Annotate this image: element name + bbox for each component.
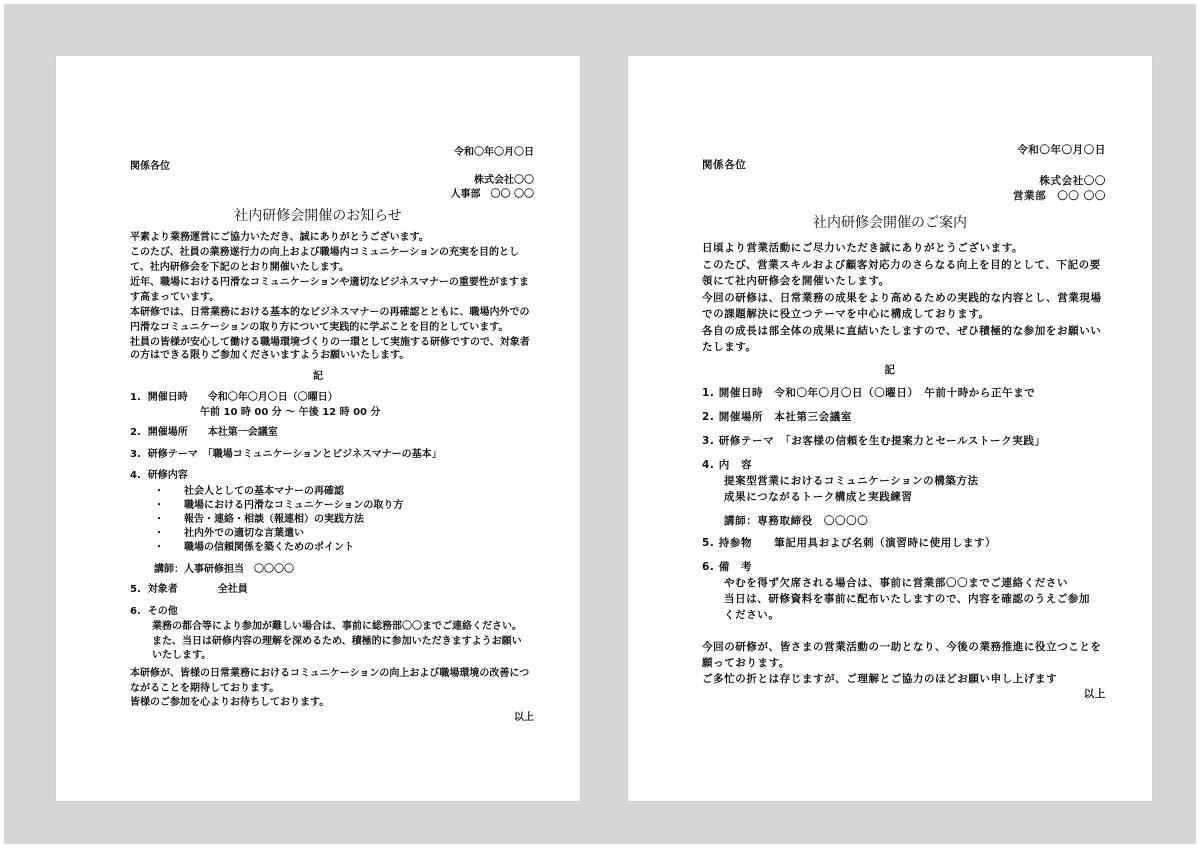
document-line: 各自の成長は部全体の成果に直結いたしますので、ぜひ積極的な参加をお願いい bbox=[702, 325, 1102, 337]
document-line: 3. 研修テーマ 「職場コミュニケーションとビジネスマナーの基本」 bbox=[130, 449, 442, 460]
document-title: 社内研修会開催のご案内 bbox=[813, 215, 967, 231]
document-line: 領にて社内研修会を開催いたします。 bbox=[702, 275, 890, 287]
document-line: 人事部 〇〇 〇〇 bbox=[450, 189, 534, 200]
document-line: 午前 10 時 00 分 ～ 午後 12 時 00 分 bbox=[200, 407, 381, 418]
document-line: 円滑なコミュニケーションの取り方について実践的に学ぶことを目的としています。 bbox=[130, 322, 509, 333]
document-title: 社内研修会開催のお知らせ bbox=[234, 208, 402, 224]
document-line: ・ 社内外での適切な言葉遣い bbox=[154, 528, 304, 539]
document-line: 本研修では、日常業務における基本的なビジネスマナーの再確認とともに、職場内外での bbox=[130, 307, 530, 318]
document-line: 関係各位 bbox=[702, 159, 747, 171]
document-line: 今回の研修は、日常業務の成果をより高めるための実践的な内容とし、営業現場 bbox=[702, 292, 1102, 304]
document-line: 今回の研修が、皆さまの営業活動の一助となり、今後の業務推進に役立つことを bbox=[702, 641, 1102, 653]
document-line: ながることを期待しております。 bbox=[130, 683, 280, 694]
document-page-right bbox=[628, 56, 1152, 801]
document-line: て、社内研修会を下記のとおり開催いたします。 bbox=[130, 262, 349, 273]
document-line: 5. 対象者 全社員 bbox=[130, 584, 248, 595]
document-line: 令和〇年〇月〇日 bbox=[1017, 144, 1106, 156]
document-line: ください。 bbox=[724, 609, 780, 621]
document-line: 記 bbox=[884, 364, 896, 376]
document-line: 日頃より営業活動にご尽力いただき誠にありがとうございます。 bbox=[702, 242, 1024, 254]
document-line: 平素より業務運営にご協力いただき、誠にありがとうございます。 bbox=[130, 232, 429, 243]
document-line: 6. その他 bbox=[130, 606, 178, 617]
document-line: ご多忙の折とは存じますが、ご理解とご協力のほどお願い申し上げます bbox=[702, 673, 1058, 685]
document-line: 当日は、研修資料を事前に配布いたしますので、内容を確認のうえご参加 bbox=[724, 593, 1091, 605]
document-line: 以上 bbox=[1083, 688, 1106, 700]
document-line: 4. 内 容 bbox=[702, 459, 753, 471]
document-line: 株式会社〇〇 bbox=[1039, 175, 1106, 187]
document-line: 成果につながるトーク構成と実践練習 bbox=[724, 491, 913, 503]
document-page-left bbox=[56, 56, 580, 801]
document-line: 社員の皆様が安心して働ける職場環境づくりの一環として実施する研修ですので、対象者 bbox=[130, 337, 530, 348]
document-line: 6. 備 考 bbox=[702, 561, 753, 573]
document-line: ・ 職場の信頼関係を築くためのポイント bbox=[154, 542, 354, 553]
viewer-background bbox=[4, 4, 1196, 844]
document-line: たします。 bbox=[702, 341, 757, 353]
document-line: やむを得ず欠席される場合は、事前に営業部〇〇までご連絡ください bbox=[724, 577, 1069, 589]
document-line: 4. 研修内容 bbox=[130, 470, 188, 481]
document-line: 講師：人事研修担当 〇〇〇〇 bbox=[154, 564, 294, 575]
document-line: 願っております。 bbox=[702, 657, 790, 669]
document-line: 2. 開催場所 本社第一会議室 bbox=[130, 427, 278, 438]
document-line: ・ 社会人としての基本マナーの再確認 bbox=[154, 486, 344, 497]
document-line: ・ 職場における円滑なコミュニケーションの取り方 bbox=[154, 500, 404, 511]
document-line: 5. 持参物 筆記用具および名刺（演習時に使用します） bbox=[702, 537, 997, 549]
document-line: 2. 開催場所 本社第三会議室 bbox=[702, 411, 852, 423]
document-line: 1. 開催日時 令和〇年〇月〇日（〇曜日） bbox=[130, 392, 338, 403]
document-line: 本研修が、皆様の日常業務におけるコミュニケーションの向上および職場環境の改善につ bbox=[130, 668, 530, 679]
document-line: 令和〇年〇月〇日 bbox=[454, 147, 534, 158]
document-line: このたび、社員の業務遂行力の向上および職場内コミュニケーションの充実を目的とし bbox=[130, 247, 519, 258]
document-line: ・ 報告・連絡・相談（報連相）の実践方法 bbox=[154, 514, 364, 525]
document-line: 関係各位 bbox=[130, 161, 170, 172]
document-line: 提案型営業におけるコミュニケーションの構築方法 bbox=[724, 475, 979, 487]
document-line: 近年、職場における円滑なコミュニケーションや適切なビジネスマナーの重要性がますま bbox=[130, 277, 529, 288]
document-line: いたします。 bbox=[152, 650, 212, 661]
document-line: 記 bbox=[313, 371, 323, 382]
document-line: の方はできる限りご参加くださいますようお願いいたします。 bbox=[130, 350, 410, 361]
document-line: 講師：専務取締役 〇〇〇〇 bbox=[724, 515, 869, 527]
document-line: 皆様のご参加を心よりお待ちしております。 bbox=[130, 697, 330, 708]
document-line: 3. 研修テーマ 「お客様の信頼を生む提案力とセールストーク実践」 bbox=[702, 435, 1046, 447]
document-line: 以上 bbox=[514, 712, 534, 723]
document-line: 営業部 〇〇 〇〇 bbox=[1012, 190, 1106, 202]
document-line: 業務の都合等により参加が難しい場合は、事前に総務部〇〇までご連絡ください。 bbox=[152, 621, 522, 632]
document-line: 1. 開催日時 令和〇年〇月〇日（〇曜日） 午前十時から正午まで bbox=[702, 387, 1036, 399]
document-line: す高まっています。 bbox=[130, 292, 220, 303]
document-line: このたび、営業スキルおよび顧客対応力のさらなる向上を目的として、下記の要 bbox=[702, 259, 1101, 271]
document-line: 株式会社〇〇 bbox=[474, 175, 534, 186]
document-line: また、当日は研修内容の理解を深めるため、積極的に参加いただきますようお願い bbox=[152, 636, 522, 647]
document-line: での課題解決に役立つテーマを中心に構成しております。 bbox=[702, 308, 990, 320]
